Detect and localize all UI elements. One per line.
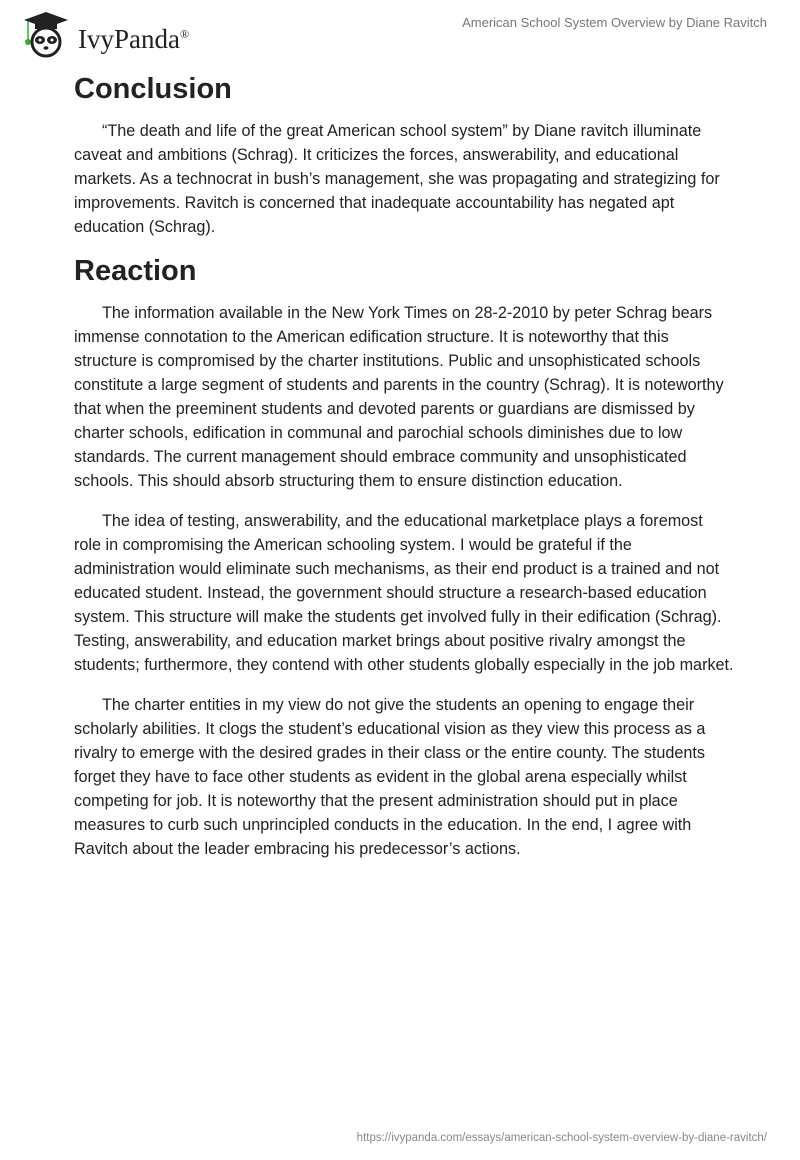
logo-text: IvyPanda® (78, 23, 190, 54)
paragraph: The information available in the New York Times on 28-2-2010 by peter Schrag bears immense connotation to the American edification structure. It is noteworthy that this structure is compromised by the charter institutions. Public and unsophisticated schools constitute a large segment of students and parents in the country (Schrag). It is noteworthy that when the preeminent students and devoted parents or guardians are dismissed by charter schools, edification in communal and parochial schools diminishes due to low standards. The current management should embrace community and unsophisticated schools. This should absorb structuring them to ensure distinction education. (74, 304, 724, 490)
paragraph: The idea of testing, answerability, and the educational marketplace plays a foremost role in compromising the American schooling system. I would be grateful if the administration would eliminate such mechanisms, as their end product is a trained and not educated student. Instead, the government should structure a research-based education system. This structure will make the students get involved fully in their edification (Schrag). Testing, answerability, and education market brings about positive rivalry amongst the students; furthermore, they contend with other students globally especially in the job market. (74, 512, 734, 674)
ivypanda-logo[interactable] (20, 10, 189, 58)
paragraph: The charter entities in my view do not give the students an opening to engage their scholarly abilities. It clogs the student’s educational vision as they view this process as a rivalry to emerge with the desired grades in their class or the entire county. The students forget they have to face other students as evident in the global arena especially whilst competing for job. It is noteworthy that the present administration should put in place measures to curb such unprincipled conducts in the education. In the end, I agree with Ravitch about the leader embracing his predecessor’s actions. (74, 696, 706, 858)
panda-graduate-icon (20, 10, 72, 58)
section-heading-reaction: Reaction (74, 255, 197, 287)
document-title: American School System Overview by Diane Ravitch (462, 15, 767, 30)
paragraph: “The death and life of the great American school system” by Diane ravitch illuminate caveat and ambitions (Schrag). It criticizes the forces, answerability, and educational markets. As a technocrat in bush’s management, she was propagating and strategizing for improvements. Ravitch is concerned that inadequate accountability has negated apt education (Schrag). (74, 122, 720, 236)
source-url-link[interactable]: https://ivypanda.com/essays/american-school-system-overview-by-diane-ravitch/ (356, 1132, 767, 1144)
essay-content (74, 68, 734, 877)
section-heading-conclusion: Conclusion (74, 73, 232, 105)
